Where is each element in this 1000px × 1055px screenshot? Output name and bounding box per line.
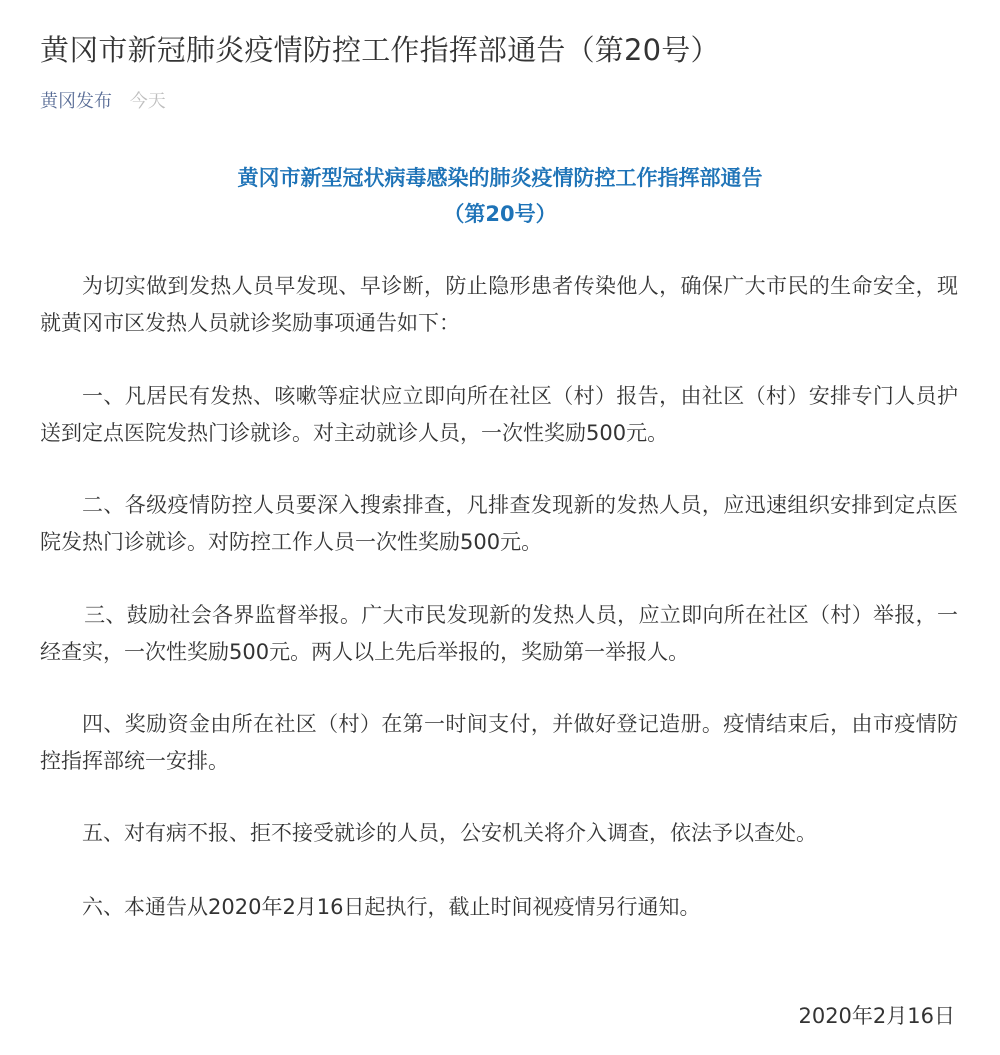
notice-item-2: 二、各级疫情防控人员要深入搜索排查，凡排查发现新的发热人员，应迅速组织安排到定点医院发热门诊就诊。对防控工作人员一次性奖励500元。 [40, 493, 958, 554]
notice-item-3: 三、鼓励社会各界监督举报。广大市民发现新的发热人员，应立即向所在社区（村）举报，一经查实，一次性奖励500元。两人以上先后举报的，奖励第一举报人。 [40, 603, 958, 664]
notice-heading [0, 160, 1000, 232]
notice-item-4: 四、奖励资金由所在社区（村）在第一时间支付，并做好登记造册。疫情结束后，由市疫情防控指挥部统一安排。 [40, 712, 958, 773]
notice-item-6: 六、本通告从2020年2月16日起执行，截止时间视疫情另行通知。 [82, 895, 701, 919]
source-account-link[interactable]: 黄冈发布 [40, 91, 112, 112]
notice-heading-title: 黄冈市新型冠状病毒感染的肺炎疫情防控工作指挥部通告 [237, 166, 763, 190]
article-meta [40, 88, 166, 116]
notice-item-5: 五、对有病不报、拒不接受就诊的人员，公安机关将介入调查，依法予以查处。 [82, 821, 817, 845]
notice-heading-number: （第20号） [443, 202, 557, 226]
article-title: 黄冈市新冠肺炎疫情防控工作指挥部通告（第20号） [40, 33, 720, 67]
notice-item-1: 一、凡居民有发热、咳嗽等症状应立即向所在社区（村）报告，由社区（村）安排专门人员护送到定点医院发热门诊就诊。对主动就诊人员，一次性奖励500元。 [40, 384, 958, 445]
publish-date: 今天 [129, 91, 166, 112]
notice-sign-date: 2020年2月16日 [798, 1004, 955, 1028]
notice-intro-paragraph: 为切实做到发热人员早发现、早诊断，防止隐形患者传染他人，确保广大市民的生命安全，现就黄冈市区发热人员就诊奖励事项通告如下： [40, 274, 958, 335]
